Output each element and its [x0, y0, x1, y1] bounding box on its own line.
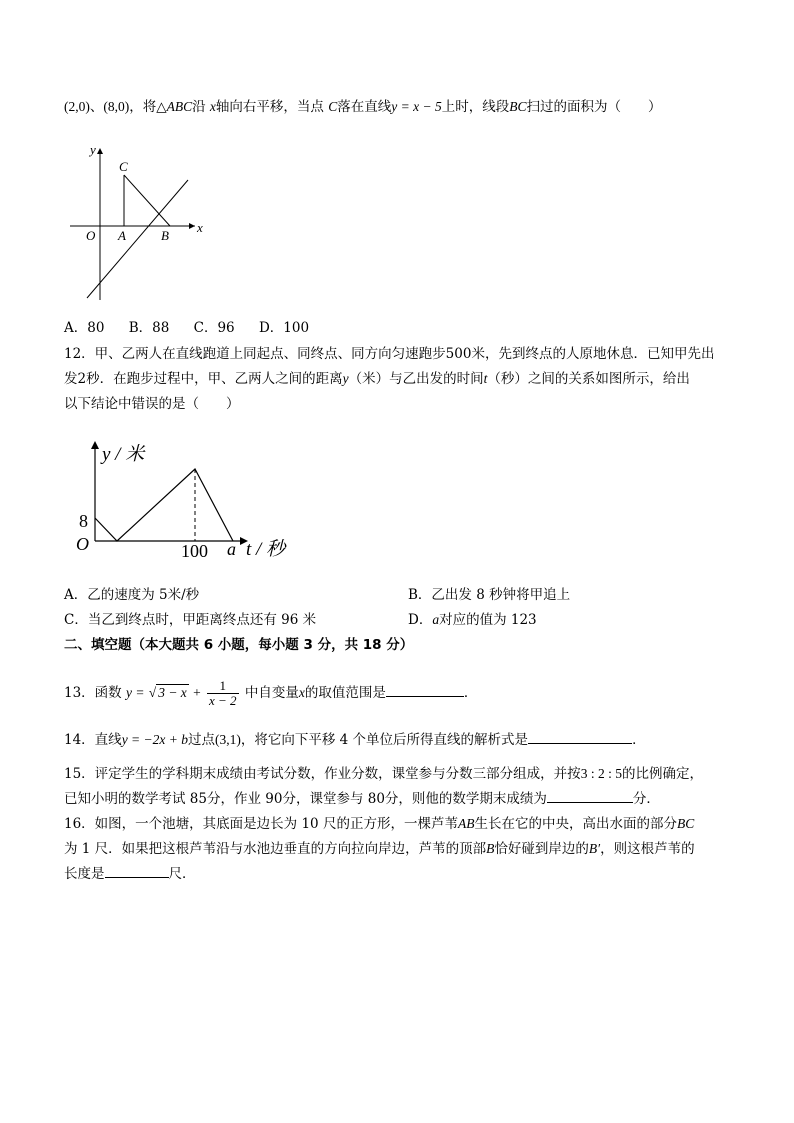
q11-label-c: C: [119, 159, 128, 174]
q13-answer-blank[interactable]: [386, 683, 464, 697]
q11-option-d[interactable]: D．100: [258, 320, 310, 336]
q12-option-c[interactable]: C．当乙到终点时，甲距离终点还有 96 米: [64, 612, 317, 628]
q14-answer-blank[interactable]: [528, 730, 632, 744]
q15-answer-blank[interactable]: [547, 789, 633, 803]
q13-fraction: $\frac{1}{x - 2}$: [209, 678, 237, 708]
q11-label-x: x: [197, 220, 203, 235]
q12-tick-8: 8: [79, 511, 88, 531]
q13: 13．函数 y = √ 3 − x + $\frac{1}{x - 2}$ 中自变量x的取值范围是 ．: [64, 678, 478, 708]
q11-label-y: y: [90, 142, 96, 157]
q16-line3: 长度是 尺．: [64, 866, 196, 882]
q13-sqrt: 3 − x: [158, 685, 187, 700]
q12-line2: 发2秒．在跑步过程中，甲、乙两人之间的距离y（米）与乙出发的时间t（秒）之间的关系如图所示，给出: [64, 371, 690, 387]
q12-line3: 以下结论中错误的是（ ）: [64, 396, 240, 412]
q15-line2: 已知小明的数学考试 85分，作业 90分，课堂参与 80分，则他的数学期末成绩为 分．: [64, 791, 660, 807]
q11-label-o: O: [86, 228, 96, 243]
q11-line-y-x-5: [87, 180, 188, 298]
q12-tick-a: a: [227, 539, 236, 559]
section-fill-in-heading: 二、填空题（本大题共 6 小题，每小题 3 分，共 18 分）: [64, 637, 414, 653]
q12-ylabel: y / 米: [102, 444, 145, 465]
q11-option-c[interactable]: C．96: [193, 320, 235, 336]
q14: 14．直线y = −2x + b过点(3,1)，将它向下平移 4 个单位后所得直线的解析式是 ．: [64, 732, 646, 748]
q11-label-a: A: [118, 228, 126, 243]
q11-x-arrow: [189, 223, 195, 229]
q11-coords: (2,0)、(8,0): [64, 99, 130, 114]
q11-y-arrow: [97, 148, 103, 154]
q16-line2: 为 1 尺．如果把这根芦苇沿与水池边垂直的方向拉向岸边，芦苇的顶部B恰好碰到岸边的B′，则这根芦苇的: [64, 841, 695, 857]
q12-distance-curve: [95, 469, 233, 541]
q11-label-b: B: [161, 228, 169, 243]
q16-answer-blank[interactable]: [105, 864, 169, 878]
q16-line1: 16．如图，一个池塘，其底面是边长为 10 尺的正方形，一棵芦苇AB生长在它的中央，高出水面的部分BC: [64, 816, 695, 832]
q15-line1: 15．评定学生的学科期末成绩由考试分数，作业分数，课堂参与分数三部分组成，并按3 : 2 : 5的比例确定，: [64, 766, 703, 782]
q11-option-b[interactable]: B．88: [128, 320, 170, 336]
q12-figure: [70, 436, 300, 566]
q12-option-d[interactable]: D．a对应的值为 123: [408, 612, 537, 628]
q12-origin: O: [76, 534, 89, 554]
q11-option-a[interactable]: A．80: [64, 320, 105, 336]
q11-segment-cb: [124, 175, 170, 226]
q11-options: [64, 318, 309, 338]
q12-xlabel: t / 秒: [246, 539, 286, 560]
q12-y-arrow: [91, 441, 99, 449]
q12-tick-100: 100: [181, 541, 208, 561]
q12-line1: 12．甲、乙两人在直线跑道上同起点、同终点、同方向匀速跑步500米，先到终点的人原地休息．已知甲先出: [64, 346, 715, 362]
q11-stem: (2,0)、(8,0)，将△ABC沿 x轴向右平移，当点 C落在直线y = x − 5上时，线段BC扫过的面积为（ ）: [64, 99, 662, 115]
q12-option-b[interactable]: B．乙出发 8 秒钟将甲追上: [408, 587, 571, 603]
q11-figure: [60, 140, 220, 305]
q12-option-a[interactable]: A．乙的速度为 5米/秒: [64, 587, 200, 603]
